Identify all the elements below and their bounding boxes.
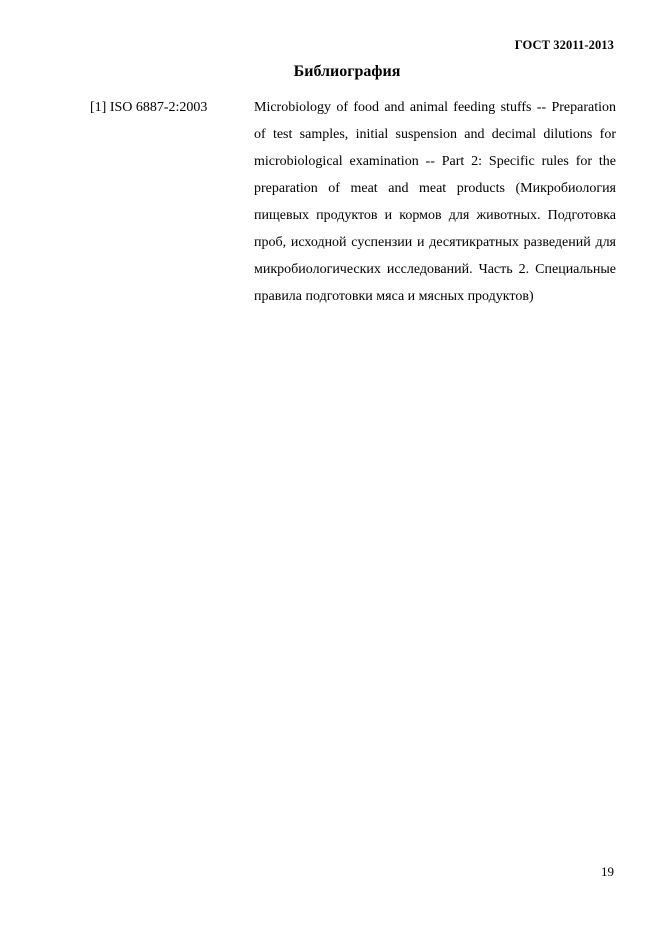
bibliography-description: Microbiology of food and animal feeding stuffs -- Preparation of test samples, initial suspension and decimal dilutions for microbiological examination -- Part 2: Specific rules for the preparation of meat and meat products (Микробиология пищевых продуктов и кормов для животных. Подготовка проб, исходной суспензии и десятикратных разведений для микробиологических исследований. Часть 2. Специальные правила подготовки мяса и мясных продуктов) bbox=[254, 100, 616, 304]
document-code: ГОСТ 32011-2013 bbox=[514, 38, 614, 52]
bibliography-entry bbox=[90, 94, 616, 374]
bibliography-reference: [1] ISO 6887-2:2003 bbox=[90, 100, 208, 115]
page-number: 19 bbox=[601, 864, 614, 879]
section-title: Библиография bbox=[293, 63, 401, 80]
